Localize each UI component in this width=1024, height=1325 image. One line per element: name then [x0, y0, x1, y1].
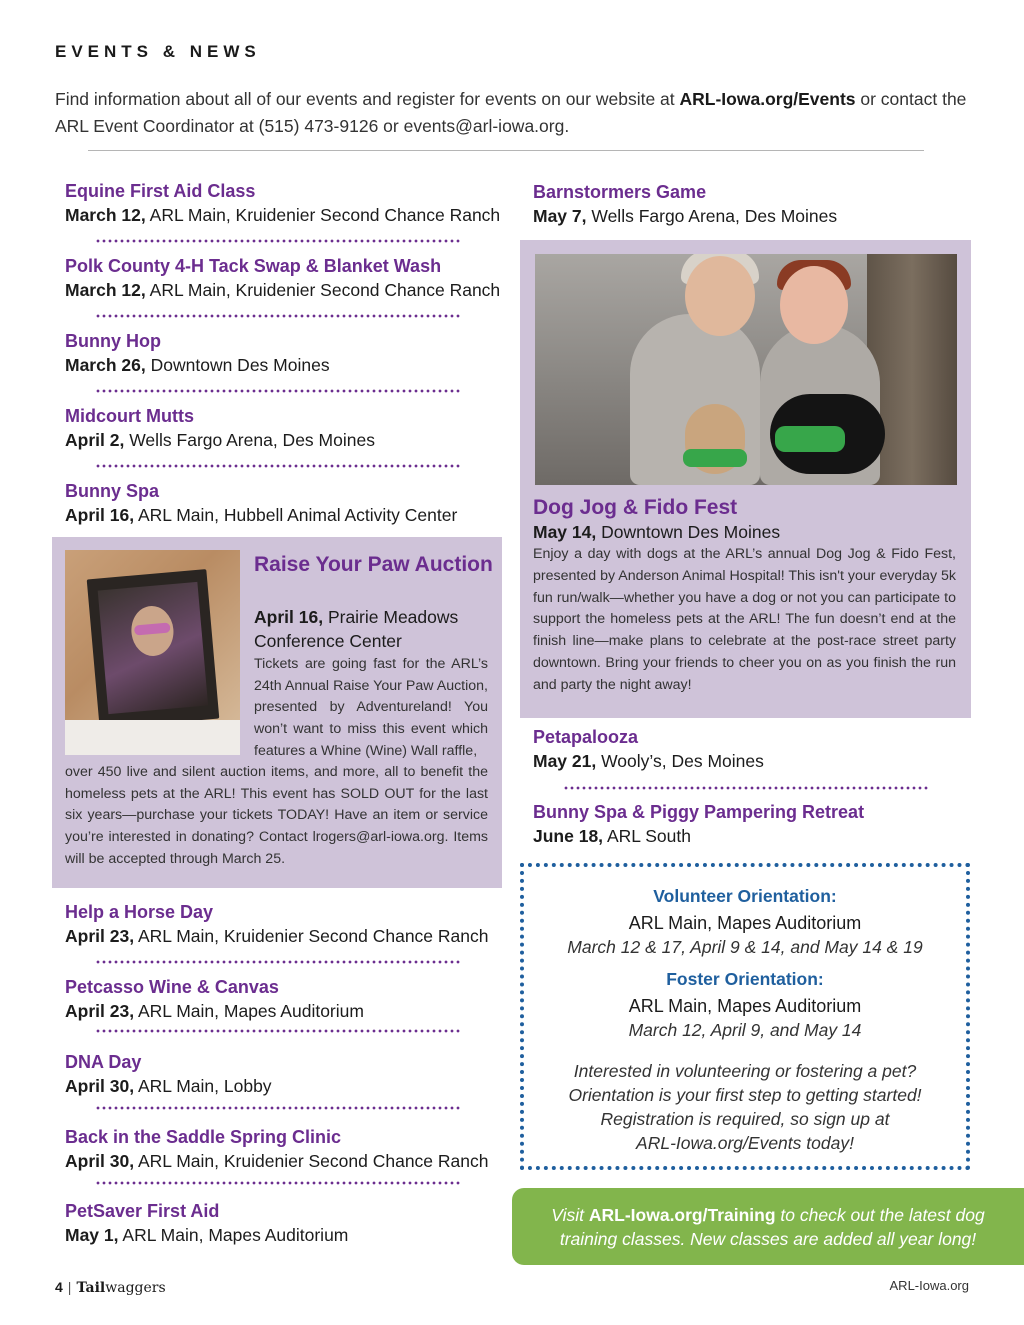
event-details: March 26, Downtown Des Moines [65, 355, 330, 375]
footer-page-info: 4 | Tailwaggers [55, 1279, 166, 1296]
dog-jog-photo [535, 254, 957, 485]
dotted-divider [95, 1181, 460, 1185]
event-item [65, 900, 489, 948]
dotted-divider [95, 464, 460, 468]
dotted-divider [95, 960, 460, 964]
page-number: 4 [55, 1279, 63, 1295]
event-details: March 12, ARL Main, Kruidenier Second Chance Ranch [65, 280, 501, 300]
picture-frame [87, 569, 220, 729]
events-link[interactable]: ARL-Iowa.org/Events [679, 89, 856, 109]
event-title: Back in the Saddle Spring Clinic [65, 1127, 342, 1147]
event-details: June 18, ARL South [533, 826, 691, 846]
event-item [65, 179, 500, 227]
dotted-divider [563, 786, 928, 790]
event-title: Petapalooza [533, 727, 639, 747]
section-title: EVENTS & NEWS [55, 42, 261, 61]
event-item [65, 1199, 348, 1247]
auction-title: Raise Your Paw Auction [254, 553, 493, 576]
foster-orientation-heading: Foster Orientation: [666, 969, 824, 989]
event-item [65, 1050, 272, 1098]
event-title: Midcourt Mutts [65, 406, 194, 426]
event-item [65, 1125, 489, 1173]
auction-details: April 16, Prairie Meadows Conference Center [254, 607, 459, 651]
event-title: PetSaver First Aid [65, 1201, 220, 1221]
publication-name: Tailwaggers [76, 1280, 166, 1296]
divider [88, 150, 924, 151]
auction-description: Tickets are going fast for the ARL’s 24th Annual Raise Your Paw Auction, presented by Adventureland! You won’t want to miss this event which features a Whine (Wine) Wall raffle, [254, 656, 488, 759]
auction-description-continued: over 450 live and silent auction items, and more, all to benefit the homeless pets at the ARL! This event has SOLD OUT for the last six years—purchase your tickets TODAY! Have an item or service you’re interested in donating? Contact lrogers@arl-iowa.org. Items will be accepted through March 25. [65, 764, 488, 867]
event-item [65, 254, 500, 302]
event-title: Bunny Spa [65, 481, 160, 501]
event-item [533, 180, 837, 228]
event-details: May 7, Wells Fargo Arena, Des Moines [533, 206, 838, 226]
foster-orientation-dates: March 12, April 9, and May 14 [628, 1020, 862, 1040]
dotted-divider [95, 1029, 460, 1033]
event-item [65, 479, 457, 527]
event-details: April 30, ARL Main, Lobby [65, 1076, 272, 1096]
orientation-note: Interested in volunteering or fostering a pet? Orientation is your first step to getting started! Registration is required, so sign up at ARL-Iowa.org/Events today! [520, 1059, 970, 1155]
dotted-divider [95, 1106, 460, 1110]
event-details: March 12, ARL Main, Kruidenier Second Chance Ranch [65, 205, 501, 225]
event-details: April 16, ARL Main, Hubbell Animal Activity Center [65, 505, 458, 525]
orientation-events-link[interactable]: ARL-Iowa.org/Events today! [636, 1133, 854, 1153]
footer-website[interactable]: ARL-Iowa.org [889, 1278, 969, 1293]
volunteer-orientation-dates: March 12 & 17, April 9 & 14, and May 14 & 19 [567, 937, 923, 957]
event-title: Polk County 4-H Tack Swap & Blanket Wash [65, 256, 442, 276]
dotted-divider [95, 389, 460, 393]
volunteer-orientation-location: ARL Main, Mapes Auditorium [628, 913, 862, 933]
event-details: April 23, ARL Main, Mapes Auditorium [65, 1001, 364, 1021]
event-details: April 2, Wells Fargo Arena, Des Moines [65, 430, 375, 450]
event-title: Equine First Aid Class [65, 181, 256, 201]
event-details: April 23, ARL Main, Kruidenier Second Chance Ranch [65, 926, 489, 946]
training-text: Visit ARL-Iowa.org/Training to check out the latest dog training classes. New classes are added all year long! [551, 1205, 985, 1249]
event-title: Help a Horse Day [65, 902, 214, 922]
event-item [533, 725, 764, 773]
event-title: Barnstormers Game [533, 182, 707, 202]
dotted-divider [95, 314, 460, 318]
auction-photo [65, 550, 240, 755]
event-item [65, 404, 375, 452]
event-details: May 1, ARL Main, Mapes Auditorium [65, 1225, 349, 1245]
dotted-divider [95, 239, 460, 243]
foster-orientation-location: ARL Main, Mapes Auditorium [628, 996, 862, 1016]
event-title: Bunny Spa & Piggy Pampering Retreat [533, 802, 865, 822]
event-title: DNA Day [65, 1052, 142, 1072]
event-title: Bunny Hop [65, 331, 161, 351]
event-details: April 30, ARL Main, Kruidenier Second Chance Ranch [65, 1151, 489, 1171]
volunteer-orientation-heading: Volunteer Orientation: [653, 886, 837, 906]
dog-jog-description: Enjoy a day with dogs at the ARL’s annual Dog Jog & Fido Fest, presented by Anderson Animal Hospital! This isn't your everyday 5k fun run/walk—whether you have a dog or not you can participate to support the homeless pets at the ARL! The fun doesn’t end at the finish line—make plans to celebrate at the post-race street party downtown. Bring your friends to cheer you on as you finish the run and party the night away! [533, 546, 956, 693]
event-title: Petcasso Wine & Canvas [65, 977, 279, 997]
event-details: May 21, Wooly’s, Des Moines [533, 751, 764, 771]
dog-jog-title: Dog Jog & Fido Fest [533, 496, 738, 519]
dog-jog-details: May 14, Downtown Des Moines [533, 522, 781, 542]
event-item [65, 975, 364, 1023]
event-item [533, 800, 864, 848]
event-item [65, 329, 330, 377]
intro-text: Find information about all of our events and register for events on our website at ARL-Iowa.org/Events or contact the ARL Event Coordinator at (515) 473-9126 or events@arl-iowa.org. [55, 89, 967, 136]
training-link[interactable]: ARL-Iowa.org/Training [588, 1205, 776, 1225]
